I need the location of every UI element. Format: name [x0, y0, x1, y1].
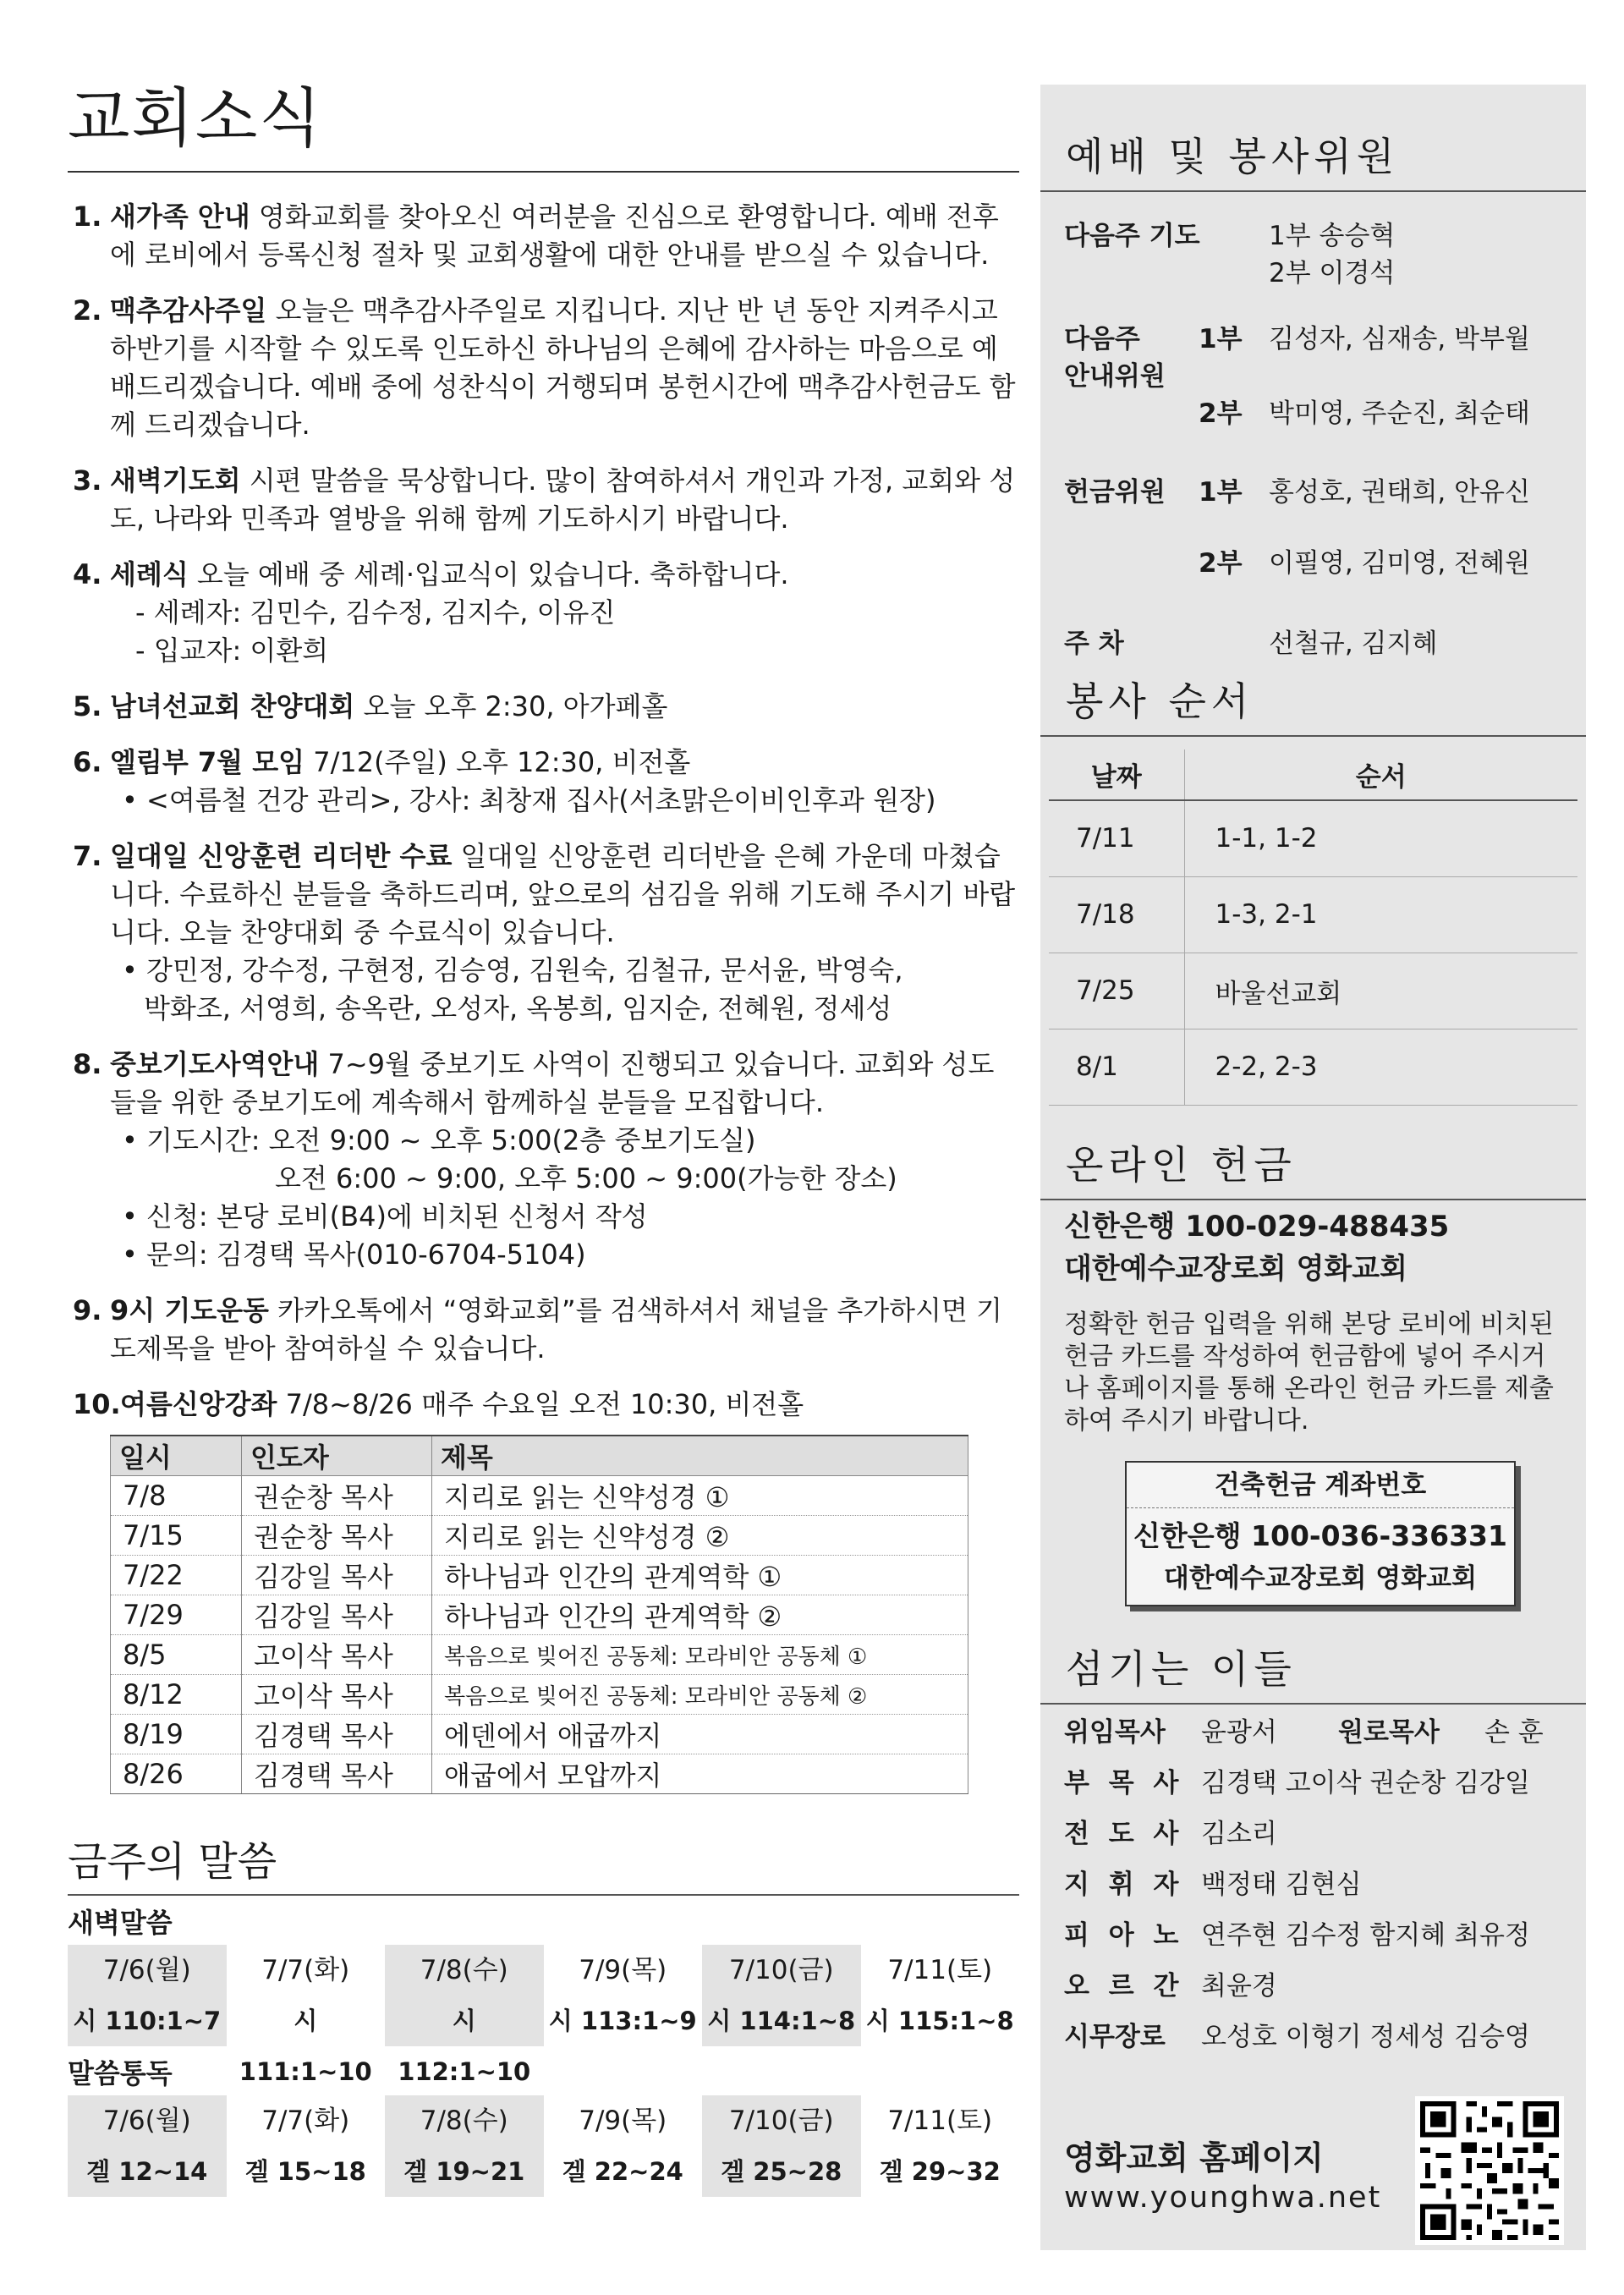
- table-row: [1049, 800, 1577, 876]
- cell-date: 8/26: [111, 1754, 242, 1794]
- bible-reading-grid: [68, 2095, 1019, 2197]
- notice-7: [68, 837, 1019, 1028]
- scripture-ref: 겔 12~14: [68, 2146, 227, 2197]
- building-fund-holder: 대한예수교장로회 영화교회: [1163, 1562, 1478, 1594]
- cell-order: 바울선교회: [1184, 953, 1577, 1029]
- prayer-row: [1040, 211, 1586, 321]
- notice-head: 새벽기도회: [110, 464, 241, 497]
- notice-number: 4.: [73, 558, 102, 590]
- offering-value-1: 홍성호, 권태희, 안유신: [1269, 477, 1530, 508]
- notice-head: 세례식: [110, 558, 189, 590]
- building-fund-account: 신한은행 100-036-336331: [1133, 1518, 1507, 1552]
- table-row: [111, 1595, 968, 1635]
- notice-text: 오늘은 맥추감사주일로 지킵니다. 지난 반 년 동안 지켜주시고 하반기를 시작할 수 있도록 인도하신 하나님의 은혜에 감사하는 마음으로 예배드리겠습니다. 예배 중에 성찬식이 거행되며 봉헌시간에 맥추감사헌금도 함께 드리겠습니다.: [110, 294, 1016, 441]
- day-label: 7/6(월): [68, 1945, 227, 1996]
- notice-number: 2.: [73, 294, 102, 327]
- day-label: 7/8(수): [385, 1945, 544, 1996]
- servant-names: 백정태 김현심: [1201, 1869, 1362, 1900]
- servant-row: [1040, 1809, 1586, 1859]
- usher-label-2: 안내위원: [1064, 361, 1166, 392]
- scripture-ref: 시 114:1~8: [702, 1996, 861, 2046]
- cell-leader: 권순창 목사: [242, 1476, 432, 1516]
- prayer-signup: • 신청: 본당 로비(B4)에 비치된 신청서 작성: [122, 1200, 648, 1233]
- day-label: 7/7(화): [261, 1955, 350, 1985]
- bible-reading-label: 말씀통독: [68, 2057, 173, 2089]
- usher-part-2: 2부: [1199, 398, 1243, 429]
- prayer-time-2: 오전 6:00 ~ 9:00, 오후 5:00 ~ 9:00(가능한 장소): [275, 1162, 897, 1194]
- cell-order: 2-2, 2-3: [1184, 1029, 1577, 1105]
- servants-section-title: 섬기는 이들: [1066, 1645, 1297, 1692]
- notice-number: 1.: [73, 200, 102, 233]
- day-label: 7/8(수): [385, 2095, 544, 2146]
- left-column: [68, 76, 1019, 2197]
- day-label: 7/9(목): [579, 2106, 667, 2136]
- cell-topic: 복음으로 빚어진 공동체: 모라비안 공동체 ②: [432, 1675, 968, 1715]
- scripture-ref: 시 112:1~10: [385, 1996, 544, 2046]
- cell-leader: 김경택 목사: [242, 1754, 432, 1794]
- table-row: [111, 1516, 968, 1556]
- servant-role: 위임목사: [1064, 1716, 1166, 1748]
- table-row: [111, 1635, 968, 1675]
- cell-date: 7/8: [111, 1476, 242, 1516]
- cell-leader: 김강일 목사: [242, 1556, 432, 1595]
- cell-leader: 권순창 목사: [242, 1516, 432, 1556]
- cell-leader: 고이삭 목사: [242, 1635, 432, 1675]
- table-row: [111, 1675, 968, 1715]
- day-label: 7/10(금): [702, 1945, 861, 1996]
- cell-leader: 김강일 목사: [242, 1595, 432, 1635]
- scripture-ref: 시 115:1~8: [865, 2007, 1014, 2035]
- right-column: [1040, 85, 1586, 2250]
- servant-row: [1040, 1961, 1586, 2012]
- notice-text: 7/8~8/26 매주 수요일 오전 10:30, 비전홀: [285, 1388, 804, 1420]
- notice-text: 7~9월 중보기도 사역이 진행되고 있습니다. 교회와 성도들을 위한 중보기도에 계속해서 함께하실 분들을 모집합니다.: [110, 1048, 995, 1118]
- building-fund-title: 건축헌금 계좌번호: [1127, 1463, 1514, 1508]
- service-order-table: [1049, 749, 1577, 1106]
- cell-leader: 김경택 목사: [242, 1715, 432, 1754]
- online-offering-title: 온라인 헌금: [1066, 1141, 1297, 1188]
- notice-number: 3.: [73, 464, 102, 497]
- cell-date: 7/29: [111, 1595, 242, 1635]
- prayer-label: 다음주 기도: [1064, 221, 1200, 251]
- notice-text: 오늘 예배 중 세례·입교식이 있습니다. 축하합니다.: [196, 558, 789, 590]
- page-title: 교회소식: [68, 80, 323, 156]
- usher-part-1: 1부: [1199, 324, 1243, 354]
- notice-number: 8.: [73, 1048, 102, 1080]
- servant-row: [1040, 1859, 1586, 1910]
- homepage-label: 영화교회 홈페이지: [1064, 2139, 1324, 2177]
- prayer-value-2: 2부 이경석: [1269, 258, 1396, 288]
- parking-label: 주 차: [1064, 629, 1124, 659]
- prayer-contact: • 문의: 김경택 목사(010-6704-5104): [122, 1238, 586, 1271]
- homepage-url[interactable]: www.younghwa.net: [1064, 2181, 1382, 2215]
- notice-text: 7/12(주일) 오후 12:30, 비전홀: [313, 746, 691, 778]
- table-header-row: [111, 1436, 968, 1476]
- cell-date: 7/11: [1049, 800, 1184, 876]
- notice-9: [68, 1292, 1019, 1368]
- notice-5: [68, 688, 1019, 726]
- scripture-ref: 겔 15~18: [244, 2157, 366, 2186]
- notice-text: 일대일 신앙훈련 리더반을 은혜 가운데 마쳤습니다. 수료하신 분들을 축하드리며, 앞으로의 섬김을 위해 기도해 주시기 바랍니다. 오늘 찬양대회 중 수료식이 있습니다.: [110, 840, 1016, 948]
- cell-topic: 지리로 읽는 신약성경 ②: [432, 1516, 968, 1556]
- day-label: 7/11(토): [887, 1955, 993, 1985]
- notice-list: [68, 198, 1019, 1424]
- cell-leader: 고이삭 목사: [242, 1675, 432, 1715]
- servant-names: 김경택 고이삭 권순창 김강일: [1201, 1767, 1530, 1798]
- notice-head: 엘림부 7월 모임: [110, 746, 305, 778]
- cell-date: 7/15: [111, 1516, 242, 1556]
- bank-account: 신한은행 100-029-488435: [1064, 1209, 1450, 1244]
- day-label: 7/10(금): [702, 2095, 861, 2146]
- parking-value: 선철규, 김지혜: [1269, 629, 1438, 659]
- qr-code-icon: [1415, 2096, 1564, 2245]
- notice-number: 9.: [73, 1294, 102, 1326]
- scripture-ref: 겔 19~21: [385, 2146, 544, 2197]
- seminar-table: [110, 1435, 968, 1794]
- cell-topic: 에덴에서 애굽까지: [432, 1715, 968, 1754]
- scripture-ref: 겔 25~28: [702, 2146, 861, 2197]
- offering-label: 헌금위원: [1064, 477, 1166, 508]
- cell-date: 8/1: [1049, 1029, 1184, 1105]
- servant-row: [1040, 1910, 1586, 1961]
- notice-text: 오늘 오후 2:30, 아가페홀: [363, 690, 668, 722]
- column-header: 일시: [111, 1436, 242, 1476]
- notice-head: 일대일 신앙훈련 리더반 수료: [110, 840, 453, 872]
- notice-head: 9시 기도운동: [110, 1294, 269, 1326]
- cell-topic: 하나님과 인간의 관계역학 ①: [432, 1556, 968, 1595]
- offering-value-2: 이필영, 김미영, 전혜원: [1269, 548, 1530, 579]
- duty-section-title: 예배 및 봉사위원: [1066, 134, 1400, 179]
- offering-part-1: 1부: [1199, 477, 1243, 508]
- notice-head: 맥추감사주일: [110, 294, 267, 327]
- table-row: [111, 1476, 968, 1516]
- scripture-ref: 시 111:1~10: [239, 2007, 372, 2086]
- day-label: 7/7(화): [261, 2106, 350, 2136]
- notice-text: 시편 말씀을 묵상합니다. 많이 참여하셔서 개인과 가정, 교회와 성도, 나라와 민족과 열방을 위해 함께 기도하시기 바랍니다.: [110, 464, 1016, 535]
- prayer-time: • 기도시간: 오전 9:00 ~ 오후 5:00(2층 중보기도실): [122, 1124, 756, 1156]
- table-row: [111, 1556, 968, 1595]
- online-note: 정확한 헌금 입력을 위해 본당 로비에 비치된 헌금 카드를 작성하여 헌금함에 넣어 주시거나 홈페이지를 통해 온라인 헌금 카드를 제출하여 주시기 바랍니다.: [1064, 1309, 1554, 1436]
- offering-row: [1040, 469, 1586, 625]
- table-row: [1049, 953, 1577, 1029]
- servant-role: 전 도 사: [1064, 1818, 1184, 1849]
- day-label: 7/9(목): [579, 1955, 667, 1985]
- notice-2: [68, 292, 1019, 444]
- cell-order: 1-3, 2-1: [1184, 876, 1577, 953]
- day-label: 7/6(월): [68, 2095, 227, 2146]
- offering-part-2: 2부: [1199, 548, 1243, 579]
- cell-topic: 복음으로 빚어진 공동체: 모라비안 공동체 ①: [432, 1635, 968, 1675]
- notice-text: 카카오톡에서 “영화교회”를 검색하셔서 채널을 추가하시면 기도제목을 받아 참여하실 수 있습니다.: [110, 1294, 1002, 1364]
- cell-topic: 애굽에서 모압까지: [432, 1754, 968, 1794]
- usher-value-2: 박미영, 주순진, 최순태: [1269, 398, 1530, 429]
- servant-names: 김소리: [1201, 1818, 1277, 1849]
- notice-6: [68, 744, 1019, 820]
- notice-head: 여름신앙강좌: [120, 1388, 277, 1420]
- cell-date: 7/25: [1049, 953, 1184, 1029]
- column-header: 인도자: [242, 1436, 432, 1476]
- servant-names-2: 손 훈: [1484, 1716, 1544, 1748]
- order-section-title: 봉사 순서: [1066, 678, 1254, 724]
- table-row: [111, 1754, 968, 1794]
- scripture-ref: 시 110:1~7: [68, 1996, 227, 2046]
- notice-10: [68, 1386, 1019, 1424]
- column-header: 순서: [1184, 749, 1577, 800]
- notice-number: 10.: [73, 1388, 121, 1420]
- table-row: [1049, 1029, 1577, 1105]
- table-row: [111, 1715, 968, 1754]
- weekly-word-title: 금주의 말씀: [68, 1838, 277, 1886]
- cell-date: 8/19: [111, 1715, 242, 1754]
- servant-names: 최윤경: [1201, 1970, 1277, 2001]
- scripture-ref: 겔 29~32: [879, 2157, 1001, 2186]
- notice-8: [68, 1046, 1019, 1274]
- notice-number: 6.: [73, 746, 102, 778]
- graduate-list-line1: • 강민정, 강수정, 구현정, 김승영, 김원숙, 김철규, 문서윤, 박영숙,: [122, 954, 903, 986]
- confirmation-list: - 입교자: 이환희: [135, 634, 329, 667]
- servant-role: 시무장로: [1064, 2021, 1166, 2052]
- cell-topic: 하나님과 인간의 관계역학 ②: [432, 1595, 968, 1635]
- graduate-list-line2: 박화조, 서영희, 송옥란, 오성자, 옥봉희, 임지순, 전혜원, 정세성: [144, 992, 892, 1024]
- notice-4: [68, 556, 1019, 670]
- servant-names: 오성호 이형기 정세성 김승영: [1201, 2021, 1530, 2052]
- cell-date: 7/22: [111, 1556, 242, 1595]
- table-row: [1049, 876, 1577, 953]
- order-divider: [1040, 735, 1586, 737]
- cell-date: 8/5: [111, 1635, 242, 1675]
- notice-head: 중보기도사역안내: [110, 1048, 320, 1080]
- building-fund-box: [1125, 1461, 1516, 1606]
- servant-role: 부 목 사: [1064, 1767, 1184, 1798]
- cell-date: 7/18: [1049, 876, 1184, 953]
- lecture-info: • <여름철 건강 관리>, 강사: 최창재 집사(서초맑은이비인후과 원장): [122, 784, 936, 816]
- notice-1: [68, 198, 1019, 274]
- scripture-ref: 시 113:1~9: [548, 2007, 697, 2035]
- servant-role: 지 휘 자: [1064, 1869, 1184, 1900]
- notice-head: 새가족 안내: [110, 200, 250, 233]
- scripture-ref: 겔 22~24: [562, 2157, 683, 2186]
- notice-3: [68, 462, 1019, 538]
- day-label: 7/11(토): [887, 2106, 993, 2136]
- cell-topic: 지리로 읽는 신약성경 ①: [432, 1476, 968, 1516]
- bank-holder: 대한예수교장로회 영화교회: [1064, 1251, 1407, 1286]
- cell-order: 1-1, 1-2: [1184, 800, 1577, 876]
- notice-text: 영화교회를 찾아오신 여러분을 진심으로 환영합니다. 예배 전후에 로비에서 등록신청 절차 및 교회생활에 대한 안내를 받으실 수 있습니다.: [110, 200, 999, 271]
- servant-names: 윤광서: [1201, 1716, 1277, 1748]
- parking-row: [1040, 625, 1586, 676]
- servant-row: [1040, 1707, 1586, 1758]
- column-header: 날짜: [1049, 749, 1184, 800]
- prayer-value-1: 1부 송승혁: [1269, 221, 1396, 251]
- notice-number: 7.: [73, 840, 102, 872]
- cell-date: 8/12: [111, 1675, 242, 1715]
- baptism-list: - 세례자: 김민수, 김수정, 김지수, 이유진: [135, 596, 616, 629]
- usher-row: [1040, 321, 1586, 469]
- notice-head: 남녀선교회 찬양대회: [110, 690, 355, 722]
- servant-row: [1040, 2012, 1586, 2062]
- column-header: 제목: [432, 1436, 968, 1476]
- servant-role: 피 아 노: [1064, 1919, 1184, 1951]
- table-header-row: [1049, 749, 1577, 800]
- servant-names: 연주현 김수정 함지혜 최유정: [1201, 1919, 1530, 1951]
- notice-number: 5.: [73, 690, 102, 722]
- servant-role: 오 르 간: [1064, 1970, 1184, 2001]
- duty-divider: [1040, 190, 1586, 192]
- dawn-word-label: 새벽말씀: [68, 1907, 173, 1939]
- title-divider: [68, 171, 1019, 173]
- usher-label-1: 다음주: [1064, 324, 1140, 354]
- servant-row: [1040, 1758, 1586, 1809]
- weekly-word-divider: [68, 1894, 1019, 1896]
- usher-value-1: 김성자, 심재송, 박부월: [1269, 324, 1530, 354]
- servant-role-2: 원로목사: [1338, 1716, 1440, 1748]
